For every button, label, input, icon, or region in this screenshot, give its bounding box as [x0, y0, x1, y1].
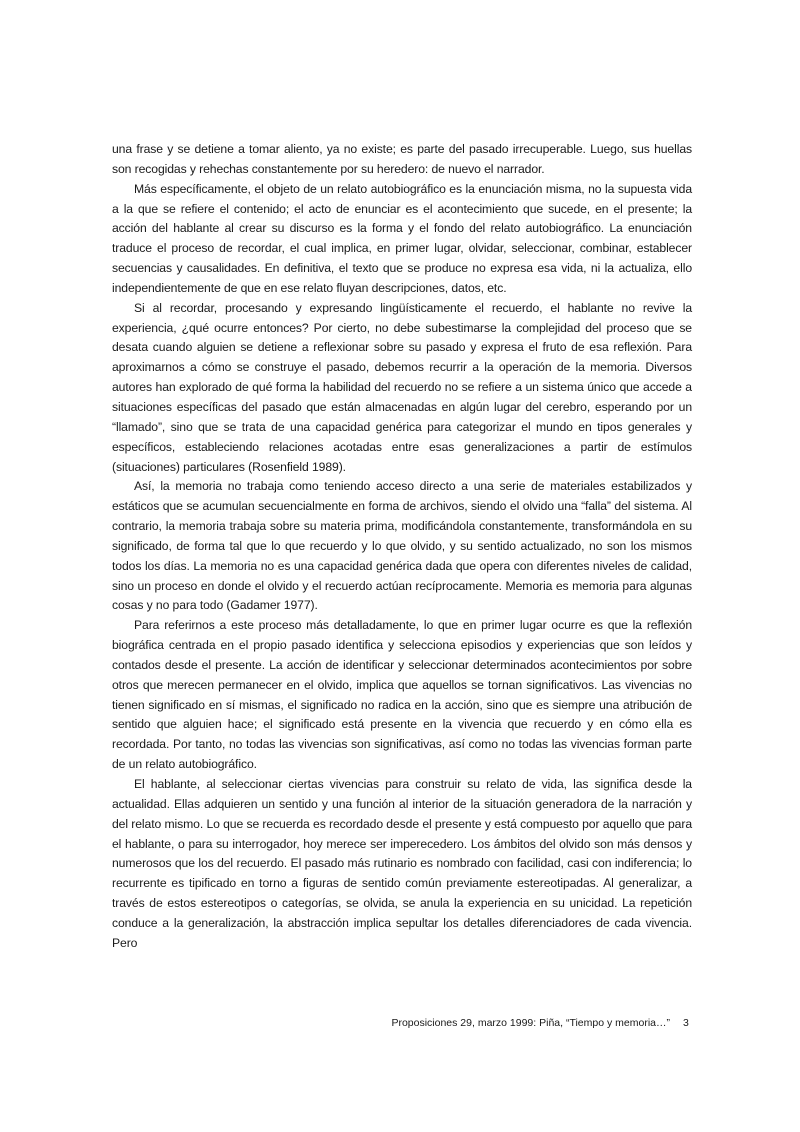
- paragraph: Más específicamente, el objeto de un relato autobiográfico es la enunciación misma, no la supuesta vida a la que se refiere el contenido; el acto de enunciar es el acontecimiento que sucede, en el presente; la acción del hablante al crear su discurso es la forma y el fondo del relato autobiográfico. La enunciación traduce el proceso de recordar, el cual implica, en primer lugar, olvidar, seleccionar, combinar, establecer secuencias y causalidades. En definitiva, el texto que se produce no expresa esa vida, ni la actualiza, ello independientemente de que en ese relato fluyan descripciones, datos, etc.: [112, 181, 692, 295]
- page-footer: [0, 1017, 800, 1037]
- paragraph: El hablante, al seleccionar ciertas vivencias para construir su relato de vida, las significa desde la actualidad. Ellas adquieren un sentido y una función al interior de la situación generadora de la narración y del relato mismo. Lo que se recuerda es recordado desde el presente y está compuesto por aquello que para el hablante, o para su interrogador, hoy merece ser imperecedero. Los ámbitos del olvido son más densos y numerosos que los del recuerdo. El pasado más rutinario es nombrado con facilidad, casi con indiferencia; lo recurrente es tipificado en torno a figuras de sentido común previamente estereotipadas. Al generalizar, a través de estos estereotipos o categorías, se olvida, se anula la experiencia en su unicidad. La repetición conduce a la generalización, la abstracción implica sepultar los detalles diferenciadores de cada vivencia. Pero: [112, 777, 692, 950]
- paragraph: Para referirnos a este proceso más detalladamente, lo que en primer lugar ocurre es que la reflexión biográfica centrada en el propio pasado identifica y selecciona episodios y experiencias que son leídos y contados desde el presente. La acción de identificar y seleccionar determinados acontecimientos por sobre otros que merecen permanecer en el olvido, implica que aquellos se tornan significativos. Las vivencias no tienen significado en sí mismas, el significado no radica en la acción, sino que es siempre una atribución de sentido que alguien hace; el significado está presente en la vivencia que recuerdo y en cómo ella es recordada. Por tanto, no todas las vivencias son significativas, así como no todas las vivencias forman parte de un relato autobiográfico.: [112, 618, 692, 772]
- page-number: 3: [683, 1017, 689, 1029]
- paragraph-continuation: una frase y se detiene a tomar aliento, ya no existe; es parte del pasado irrecuperable. Luego, sus huellas son recogidas y rehechas constantemente por su heredero: de nuevo el narrador.: [112, 142, 692, 176]
- paragraph: Si al recordar, procesando y expresando lingüísticamente el recuerdo, el hablante no revive la experiencia, ¿qué ocurre entonces? Por cierto, no debe subestimarse la complejidad del proceso que se desata cuando alguien se detiene a reflexionar sobre su pasado y expresa el fruto de esa reflexión. Para aproximarnos a cómo se construye el pasado, debemos recurrir a la operación de la memoria. Diversos autores han explorado de qué forma la habilidad del recuerdo no se refiere a un sistema único que accede a situaciones específicas del pasado que están almacenadas en algún lugar del cerebro, esperando por un “llamado”, sino que se trata de una capacidad genérica para categorizar el mundo en tipos generales y específicos, estableciendo relaciones acotadas entre esas generalizaciones a partir de estímulos (situaciones) particulares (Rosenfield 1989).: [112, 300, 692, 474]
- body-text: [112, 140, 692, 954]
- paragraph: Así, la memoria no trabaja como teniendo acceso directo a una serie de materiales estabilizados y estáticos que se acumulan secuencialmente en forma de archivos, siendo el olvido una “falla” del sistema. Al contrario, la memoria trabaja sobre su materia prima, modificándola constantemente, transformándola en su significado, de forma tal que lo que recuerdo y lo que olvido, y su sentido actualizado, no son los mismos todos los días. La memoria no es una capacidad genérica dada que opera con diferentes niveles de calidad, sino un proceso en donde el olvido y el recuerdo actúan recíprocamente. Memoria es memoria para algunas cosas y no para todo (Gadamer 1977).: [112, 479, 692, 613]
- running-head: Proposiciones 29, marzo 1999: Piña, “Tiempo y memoria…”: [391, 1017, 670, 1029]
